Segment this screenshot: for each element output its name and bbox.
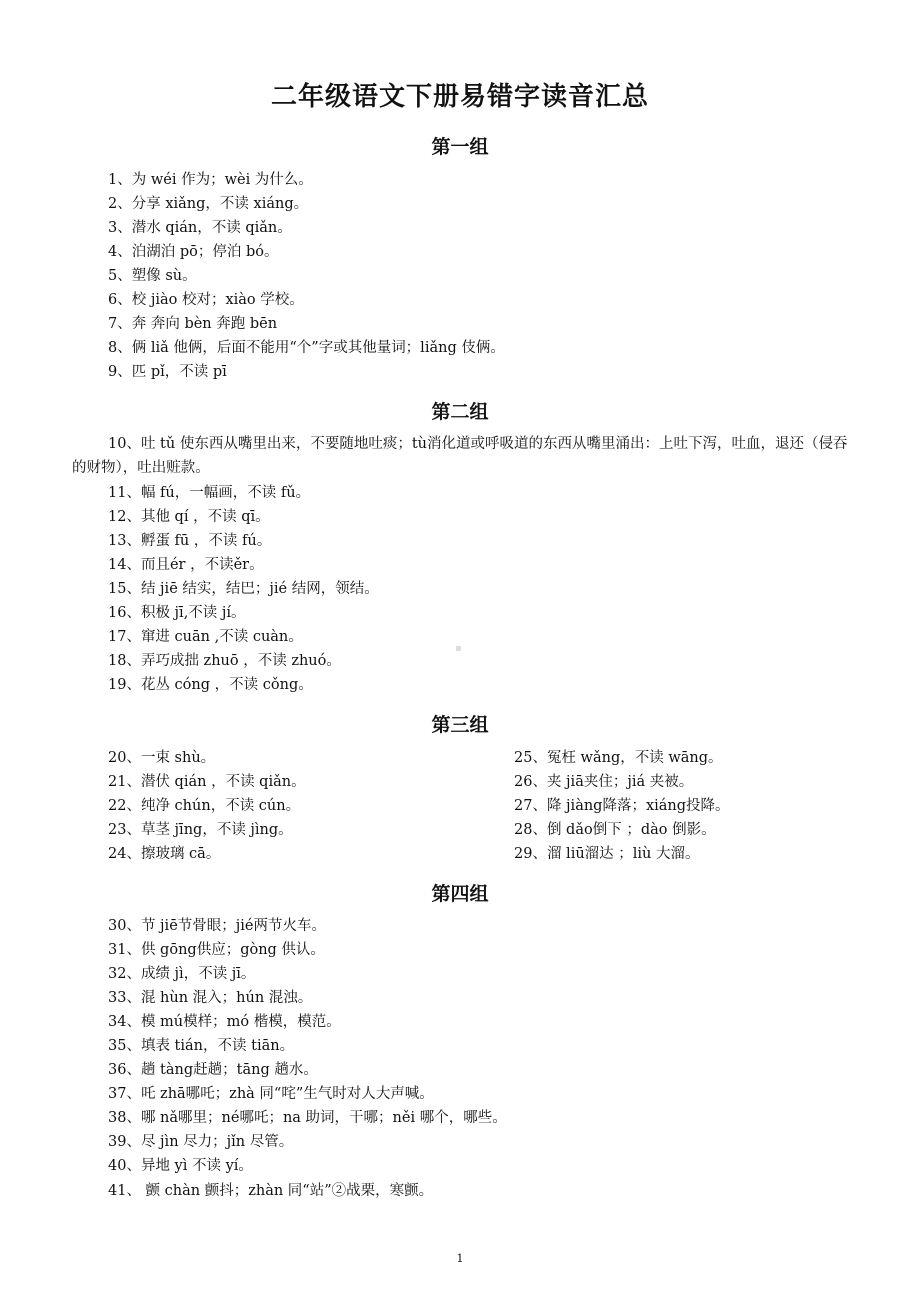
list-item: 28、倒 dǎo倒下 ；dào 倒影。 — [514, 822, 716, 838]
list-item: 22、纯净 chún，不读 cún。 — [108, 798, 301, 814]
list-item: 20、一束 shù。 — [108, 750, 216, 766]
list-item: 35、填表 tián，不读 tiān。 — [108, 1038, 295, 1054]
list-item: 3、潜水 qián，不读 qiǎn。 — [108, 220, 292, 236]
list-item: 32、成绩 jì，不读 jī。 — [108, 966, 256, 982]
list-item: 6、校 jiào 校对；xiào 学校。 — [108, 292, 304, 308]
list-item: 7、奔 奔向 bèn 奔跑 bēn — [108, 316, 278, 332]
list-item: 17、窜进 cuān ,不读 cuàn。 — [108, 629, 303, 645]
list-item: 37、吒 zhā哪吒；zhà 同“咤”生气时对人大声喊。 — [108, 1086, 434, 1102]
list-item: 25、冤枉 wǎng，不读 wāng。 — [514, 750, 723, 766]
list-item: 38、哪 nǎ哪里；né哪吒；na 助词，干哪；něi 哪个，哪些。 — [108, 1110, 507, 1126]
group-2-title: 第二组 — [431, 401, 489, 423]
list-item: 1、为 wéi 作为；wèi 为什么。 — [108, 172, 313, 188]
list-item: 11、幅 fú，一幅画，不读 fǔ。 — [108, 485, 311, 501]
list-item: 4、泊湖泊 pō；停泊 bó。 — [108, 244, 279, 260]
page-number: 1 — [456, 1252, 464, 1265]
list-item-paragraph: 10、吐 tǔ 使东西从嘴里出来，不要随地吐痰；tù消化道或呼吸道的东西从嘴里涌出：上吐下泻，吐血，退还（侵吞的财物），吐出赃款。 — [72, 436, 848, 476]
list-item: 19、花丛 cóng ，不读 cǒng。 — [108, 677, 313, 693]
list-item: 24、擦玻璃 cā。 — [108, 846, 221, 862]
list-item: 41、 颤 chàn 颤抖；zhàn 同“站”②战栗，寒颤。 — [108, 1183, 434, 1199]
list-item: 34、模 mú模样；mó 楷模，模范。 — [108, 1014, 341, 1030]
list-item: 12、其他 qí ，不读 qī。 — [108, 509, 270, 525]
list-item: 2、分享 xiǎng，不读 xiáng。 — [108, 196, 309, 212]
list-item: 9、匹 pǐ，不读 pī — [108, 364, 227, 380]
list-item: 39、尽 jìn 尽力；jǐn 尽管。 — [108, 1134, 294, 1150]
list-item: 23、草茎 jīng，不读 jìng。 — [108, 822, 293, 838]
list-item: 21、潜伏 qián ，不读 qiǎn。 — [108, 774, 306, 790]
list-item: 14、而且ér ，不读ěr。 — [108, 557, 264, 573]
list-item: 27、降 jiàng降落；xiáng投降。 — [514, 798, 730, 814]
list-item: 8、俩 liǎ 他俩，后面不能用“个”字或其他量词；liǎng 伎俩。 — [108, 340, 505, 356]
list-item: 33、混 hùn 混入；hún 混浊。 — [108, 990, 313, 1006]
list-item: 5、塑像 sù。 — [108, 268, 197, 284]
list-item: 31、供 gōng供应；gòng 供认。 — [108, 942, 325, 958]
group-4-title: 第四组 — [431, 883, 489, 905]
page-title: 二年级语文下册易错字读音汇总 — [270, 82, 649, 112]
list-item: 18、弄巧成拙 zhuō ，不读 zhuó。 — [108, 653, 341, 669]
list-item: 40、异地 yì 不读 yí。 — [108, 1158, 253, 1174]
list-item: 26、夹 jiā夹住；jiá 夹被。 — [514, 774, 694, 790]
list-item: 13、孵蛋 fū ，不读 fú。 — [108, 533, 272, 549]
list-item: 36、趟 tàng赶趟；tāng 趟水。 — [108, 1062, 318, 1078]
list-item: 30、节 jiē节骨眼；jié两节火车。 — [108, 918, 326, 934]
list-item: 29、溜 liū溜达 ；liù 大溜。 — [514, 846, 700, 862]
list-item: 15、结 jiē 结实，结巴；jié 结网，领结。 — [108, 581, 379, 597]
list-item: 16、积极 jī,不读 jí。 — [108, 605, 246, 621]
stray-dot — [456, 646, 461, 651]
group-3-title: 第三组 — [431, 714, 489, 736]
group-1-title: 第一组 — [431, 136, 489, 158]
